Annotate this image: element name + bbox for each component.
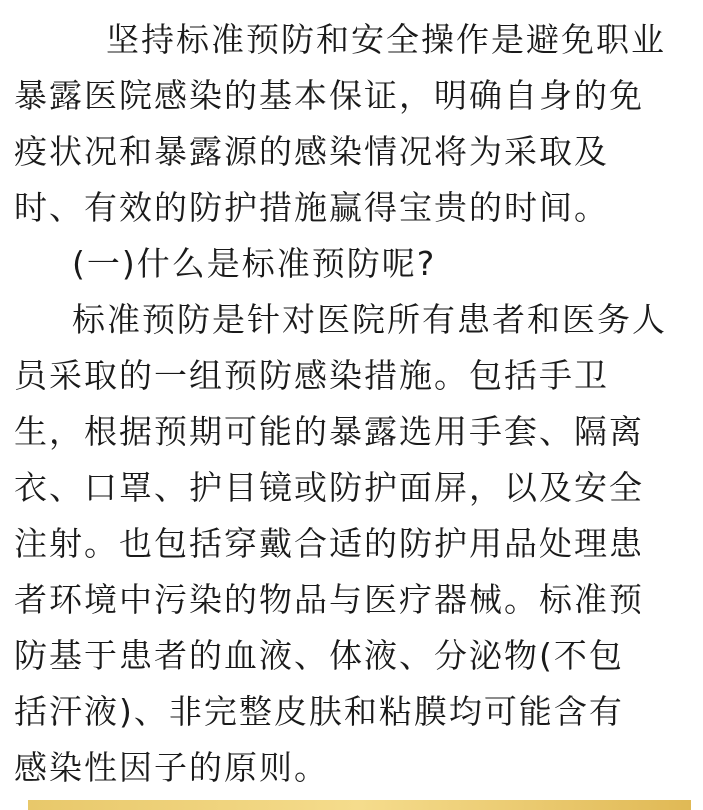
- paragraph-1-line-4: 时、有效的防护措施赢得宝贵的时间。: [14, 188, 609, 227]
- section-heading: (一)什么是标准预防呢?: [72, 244, 437, 283]
- paragraph-1-line-3: 疫状况和暴露源的感染情况将为采取及: [14, 132, 609, 171]
- paragraph-2-line-8: 括汗液)、非完整皮肤和粘膜均可能含有: [14, 692, 624, 731]
- paragraph-2-line-1: 标准预防是针对医院所有患者和医务人: [72, 300, 667, 339]
- paragraph-2-line-2: 员采取的一组预防感染措施。包括手卫: [14, 356, 609, 395]
- paragraph-2-line-9: 感染性因子的原则。: [14, 748, 329, 787]
- paragraph-2-line-7: 防基于患者的血液、体液、分泌物(不包: [14, 636, 624, 675]
- paragraph-2-line-3: 生，根据预期可能的暴露选用手套、隔离: [14, 412, 644, 451]
- paragraph-1-line-2: 暴露医院感染的基本保证，明确自身的免: [14, 76, 644, 115]
- paragraph-2-line-6: 者环境中污染的物品与医疗器械。标准预: [14, 580, 644, 619]
- paragraph-1-line-1: 坚持标准预防和安全操作是避免职业: [106, 20, 666, 59]
- paragraph-2-line-4: 衣、口罩、护目镜或防护面屏，以及安全: [14, 468, 644, 507]
- paragraph-2-line-5: 注射。也包括穿戴合适的防护用品处理患: [14, 524, 644, 563]
- decorative-gold-bar: [28, 800, 691, 810]
